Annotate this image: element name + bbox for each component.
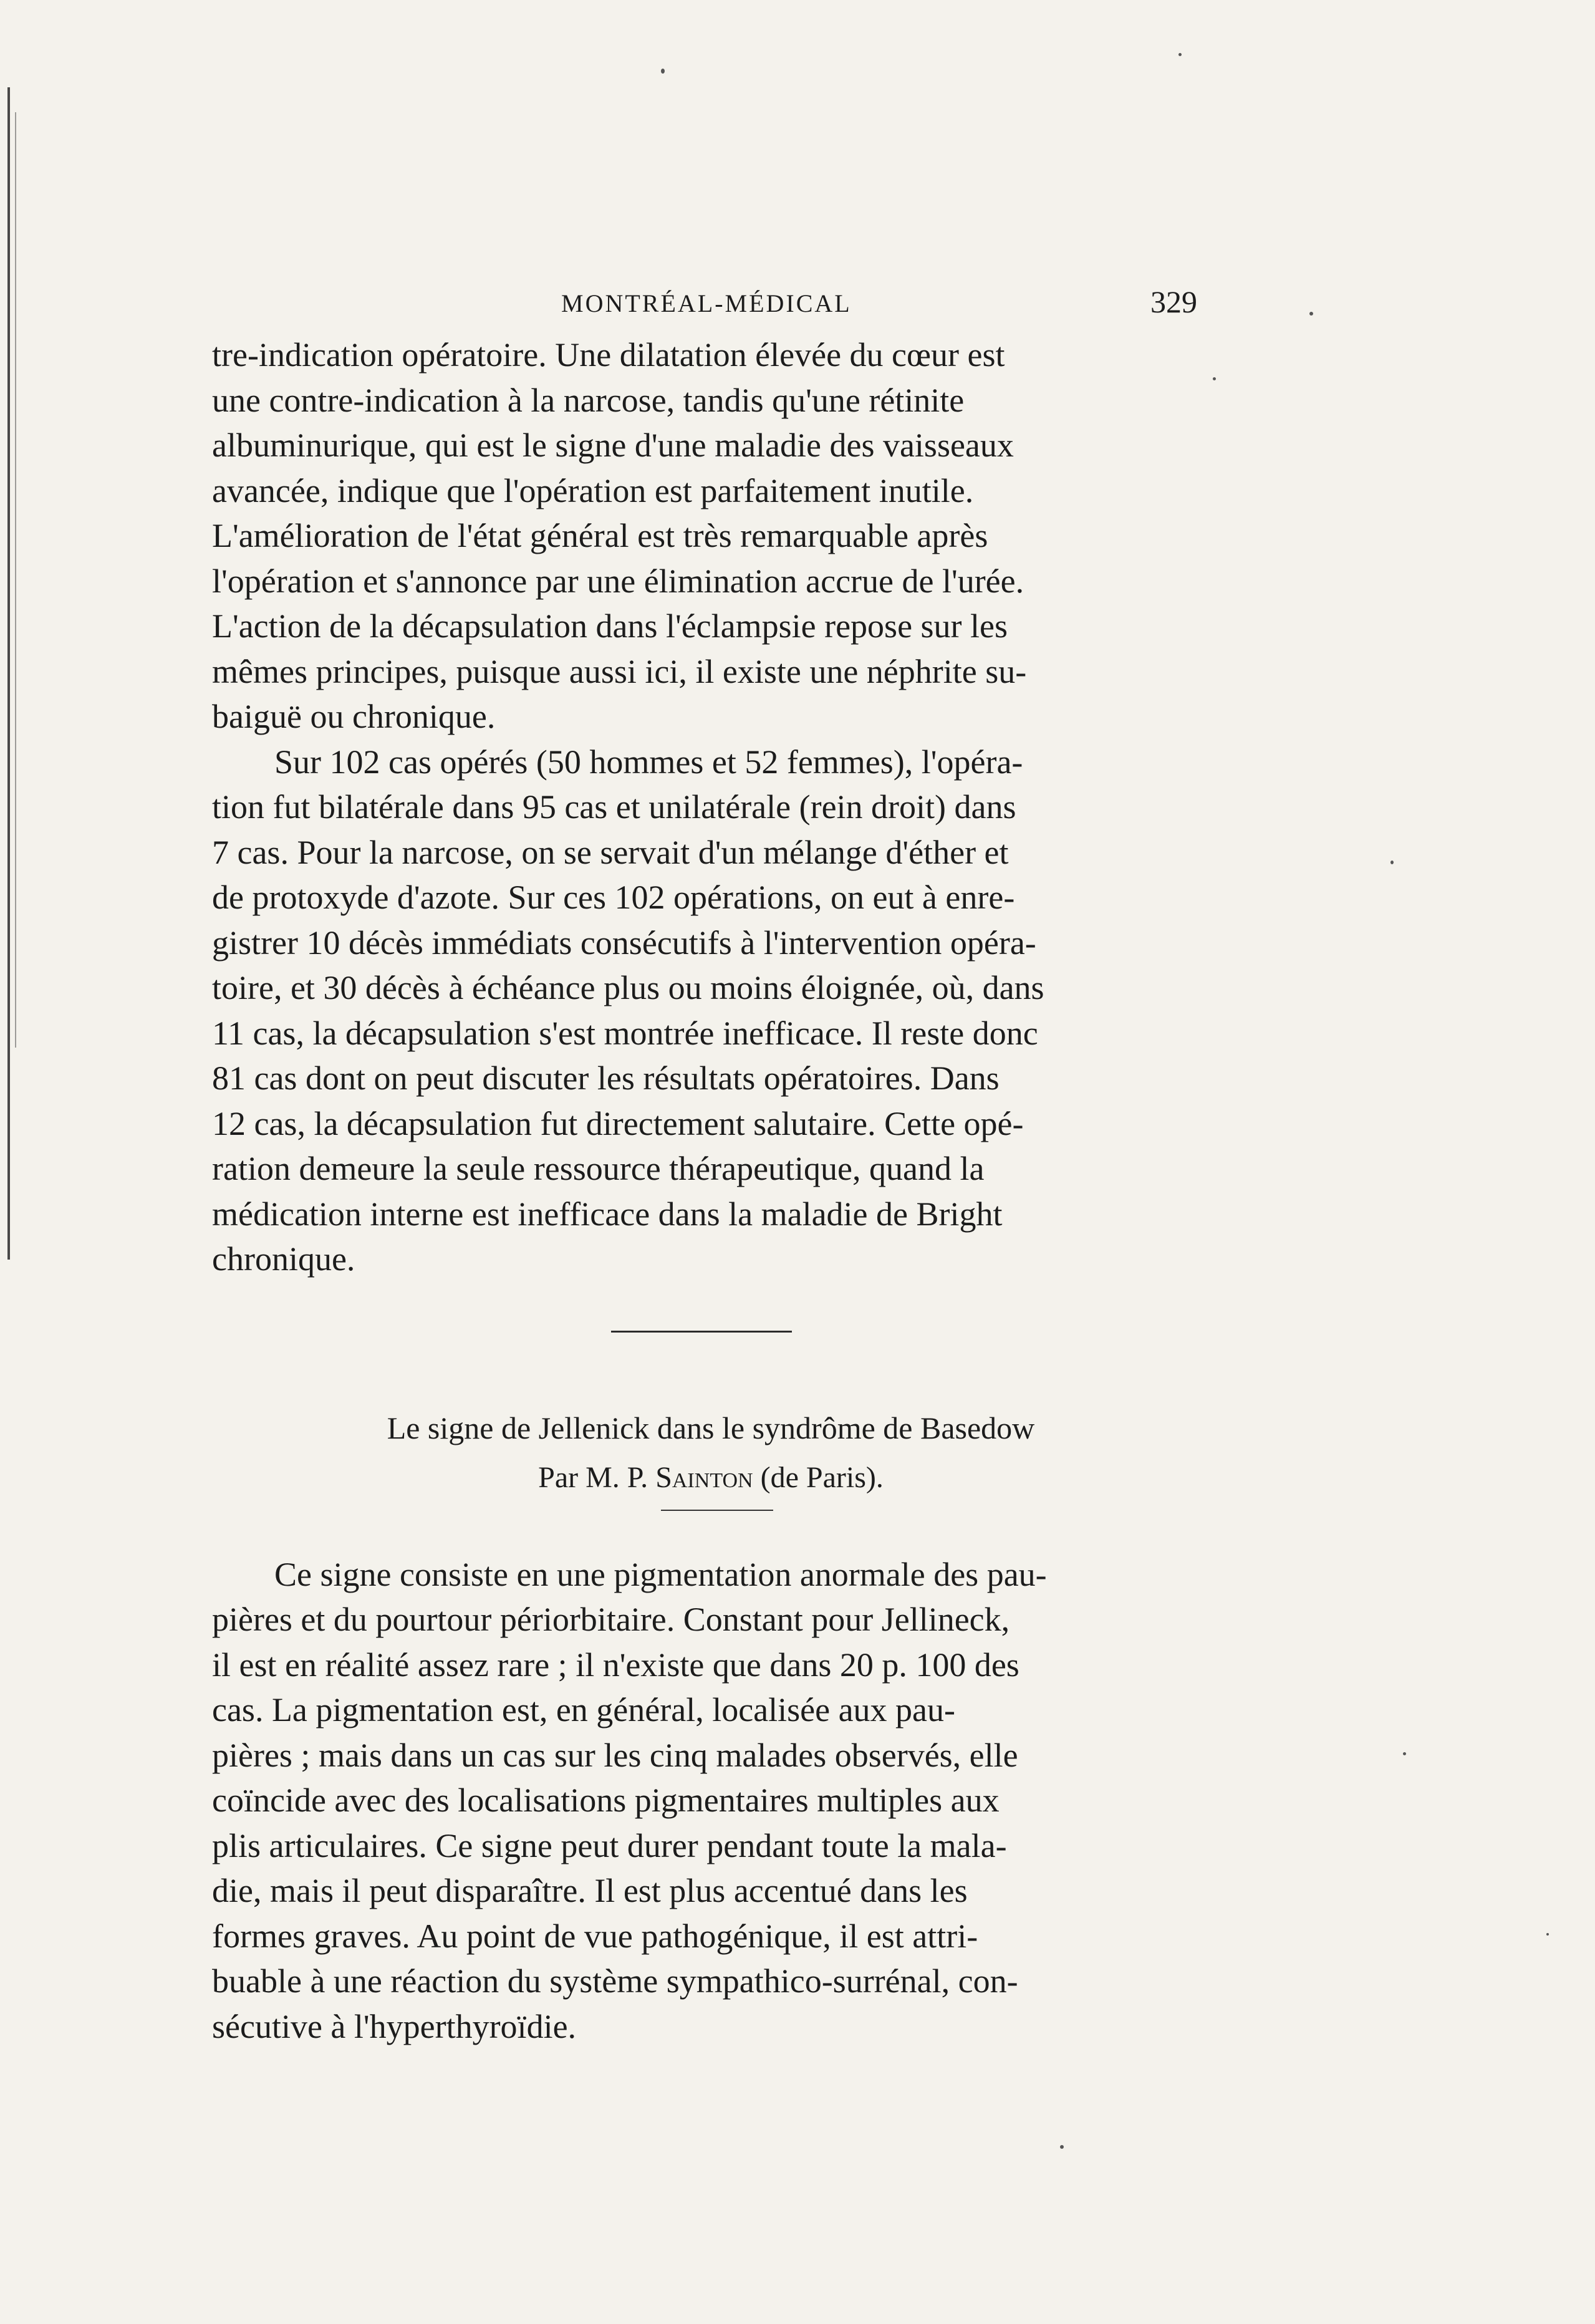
scan-binding-edge: [7, 87, 10, 1260]
text-line: pières ; mais dans un cas sur les cinq malades observés, elle: [212, 1736, 1018, 1774]
text-line: 81 cas dont on peut discuter les résultats opératoires. Dans: [212, 1059, 1000, 1097]
running-header: [212, 284, 1210, 321]
text-line: mêmes principes, puisque aussi ici, il existe une néphrite su-: [212, 652, 1027, 690]
text-line: l'opération et s'annonce par une élimination accrue de l'urée.: [212, 562, 1024, 600]
paragraph-article: [212, 1552, 1210, 2050]
text-line: 7 cas. Pour la narcose, on se servait d'un mélange d'éther et: [212, 833, 1009, 871]
text-line: Ce signe consiste en une pigmentation anormale des pau-: [274, 1555, 1047, 1593]
text-line: albuminurique, qui est le signe d'une maladie des vaisseaux: [212, 427, 1014, 464]
byline-prefix: Par M. P.: [538, 1460, 648, 1494]
scan-speck: [661, 69, 665, 74]
scan-speck: [1390, 861, 1394, 864]
text-line: formes graves. Au point de vue pathogénique, il est attri-: [212, 1917, 978, 1955]
author-name: Sainton: [655, 1460, 753, 1494]
text-line: pières et du pourtour périorbitaire. Constant pour Jellineck,: [212, 1601, 1010, 1638]
text-line: 12 cas, la décapsulation fut directement salutaire. Cette opé-: [212, 1104, 1024, 1142]
text-line: avancée, indique que l'opération est parfaitement inutile.: [212, 471, 974, 509]
text-line: médication interne est inefficace dans la maladie de Bright: [212, 1195, 1003, 1233]
text-line: une contre-indication à la narcose, tandis qu'une rétinite: [212, 381, 965, 419]
text-line: coïncide avec des localisations pigmentaires multiples aux: [212, 1782, 1000, 1819]
text-line: chronique.: [212, 1240, 355, 1278]
byline-divider: [661, 1510, 773, 1511]
text-line: toire, et 30 décès à échéance plus ou moins éloignée, où, dans: [212, 969, 1044, 1006]
article-title: Le signe de Jellenick dans le syndrôme de Basedow: [387, 1410, 1035, 1445]
page-number: 329: [1150, 284, 1197, 319]
text-line: tre-indication opératoire. Une dilatation élevée du cœur est: [212, 336, 1005, 374]
text-line: gistrer 10 décès immédiats consécutifs à l'intervention opéra-: [212, 923, 1036, 962]
byline: [212, 1456, 1210, 1500]
text-line: il est en réalité assez rare ; il n'existe que dans 20 p. 100 des: [212, 1646, 1019, 1684]
text-line: die, mais il peut disparaître. Il est plus accentué dans les: [212, 1872, 968, 1909]
scan-speck: [1309, 312, 1313, 316]
scan-speck: [1060, 2145, 1064, 2149]
section-divider: [611, 1331, 792, 1333]
text-line: Sur 102 cas opérés (50 hommes et 52 femmes), l'opéra-: [274, 743, 1023, 781]
journal-title: MONTRÉAL-MÉDICAL: [561, 289, 852, 317]
text-line: baiguë ou chronique.: [212, 698, 496, 735]
text-line: cas. La pigmentation est, en général, localisée aux pau-: [212, 1691, 956, 1729]
scan-speck: [1546, 1933, 1549, 1936]
text-line: L'action de la décapsulation dans l'éclampsie repose sur les: [212, 607, 1008, 645]
page-body: [212, 284, 1210, 2049]
scan-binding-edge-inner: [15, 112, 16, 1048]
text-line: buable à une réaction du système sympathico-surrénal, con-: [212, 1962, 1018, 2000]
byline-suffix: (de Paris).: [760, 1460, 884, 1494]
scan-speck: [1178, 53, 1182, 56]
scan-speck: [1403, 1752, 1406, 1755]
text-line: 11 cas, la décapsulation s'est montrée inefficace. Il reste donc: [212, 1014, 1038, 1052]
scan-speck: [1213, 377, 1216, 380]
text-line: plis articulaires. Ce signe peut durer pendant toute la mala-: [212, 1826, 1007, 1864]
text-line: L'amélioration de l'état général est très remarquable après: [212, 517, 988, 554]
text-line: sécutive à l'hyperthyroïdie.: [212, 2007, 577, 2045]
text-line: ration demeure la seule ressource thérapeutique, quand la: [212, 1150, 985, 1187]
paragraph-results: [212, 740, 1210, 1282]
paragraph-continued: [212, 332, 1210, 740]
text-line: de protoxyde d'azote. Sur ces 102 opérations, on eut à enre-: [212, 879, 1015, 916]
text-line: tion fut bilatérale dans 95 cas et unilatérale (rein droit) dans: [212, 788, 1016, 826]
